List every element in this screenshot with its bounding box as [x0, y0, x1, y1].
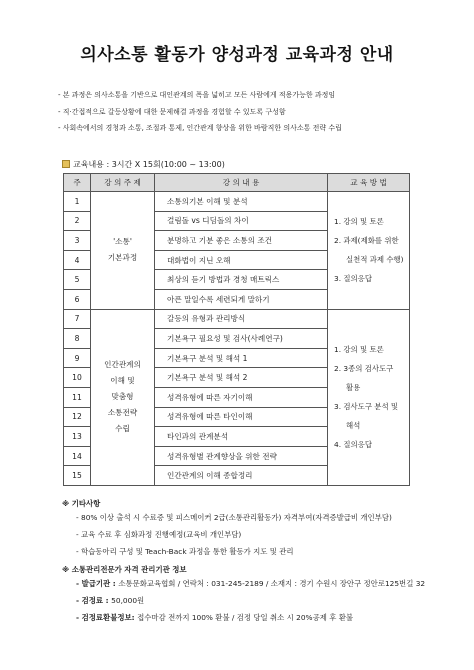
method-cell — [328, 309, 410, 485]
week-number: 12 — [64, 407, 91, 427]
content-cell: 대화법이 지닌 오해 — [155, 250, 328, 270]
table-row — [64, 309, 410, 329]
cert-info-item — [62, 575, 425, 592]
method-item: 3. 질의응답 — [334, 274, 372, 284]
week-number: 2 — [64, 211, 91, 231]
other-notes-section — [62, 498, 392, 560]
other-note-item: - 학습동아리 구성 및 Teach-Back 과정을 통한 활동가 지도 및 관리 — [76, 547, 294, 556]
method-cell — [328, 192, 410, 310]
method-item: 1. 강의 및 토론 — [334, 345, 384, 355]
method-item: 실천적 과제 수행) — [346, 255, 404, 265]
cert-info-text: 50,000원 — [111, 596, 145, 605]
content-cell: 소통의기본 이해 및 분석 — [155, 192, 328, 212]
schedule-text: 교육내용 : 3시간 X 15회(10:00 ~ 13:00) — [73, 160, 225, 169]
week-number: 4 — [64, 250, 91, 270]
content-cell: 타인과의 관계분석 — [155, 427, 328, 447]
content-cell: 아픈 말일수록 세련되게 말하기 — [155, 289, 328, 309]
header-content: 강 의 내 용 — [155, 174, 328, 192]
schedule-line — [62, 159, 225, 170]
cert-info-item — [62, 609, 425, 626]
content-cell: 성격유형별 관계향상을 위한 전략 — [155, 446, 328, 466]
subject-cell: '소통' 기본과정 — [91, 192, 155, 310]
week-number: 13 — [64, 427, 91, 447]
week-number: 15 — [64, 466, 91, 486]
content-cell: 걸림돌 vs 디딤돌의 차이 — [155, 211, 328, 231]
cert-info-text: 접수마감 전까지 100% 환불 / 검정 당일 취소 시 20%공제 후 환불 — [137, 613, 353, 622]
content-cell: 최상의 듣기 방법과 경청 매트릭스 — [155, 270, 328, 290]
week-number: 6 — [64, 289, 91, 309]
table-header-row — [64, 174, 410, 192]
other-notes-heading: ※ 기타사항 — [62, 499, 101, 508]
cert-info-item — [62, 592, 425, 609]
intro-item: - 본 과정은 의사소통을 기반으로 대인관계의 폭을 넓히고 모든 사람에게 적용가능한 과정임 — [58, 91, 336, 99]
week-number: 1 — [64, 192, 91, 212]
curriculum-table — [63, 173, 410, 486]
intro-item: - 직·간접적으로 갈등상황에 대한 문제해결 과정을 경험할 수 있도록 구성함 — [58, 107, 286, 116]
cert-info-label: - 발급기관 : — [76, 579, 119, 588]
header-method: 교 육 방 법 — [328, 174, 410, 192]
content-cell: 인간관계의 이해 종합정리 — [155, 466, 328, 486]
week-number: 5 — [64, 270, 91, 290]
method-item: 3. 검사도구 분석 및 — [334, 402, 399, 412]
week-number: 9 — [64, 348, 91, 368]
week-number: 3 — [64, 231, 91, 251]
week-number: 11 — [64, 387, 91, 407]
method-item: 2. 3종의 검사도구 — [334, 364, 394, 374]
cert-info-label: - 검정료환불정보: — [76, 613, 138, 622]
method-item: 4. 질의응답 — [334, 440, 372, 450]
week-number: 14 — [64, 446, 91, 466]
content-cell: 기본욕구 분석 및 해석 1 — [155, 348, 328, 368]
intro-item: - 사회속에서의 경청과 소통, 조절과 통제, 인간관계 향상을 위한 바람직한 의사소통 전략 수립 — [58, 124, 342, 132]
content-cell: 성격유형에 따른 자기이해 — [155, 387, 328, 407]
cert-info-label: - 검정료 : — [76, 596, 112, 605]
square-bullet-icon — [62, 160, 70, 168]
cert-info-section — [62, 564, 425, 626]
header-week: 주 — [64, 174, 91, 192]
content-cell: 기본욕구 필요성 및 검사(사례연구) — [155, 329, 328, 349]
subject-cell: 인간관계의 이해 및 맞춤형 소통전략 수립 — [91, 309, 155, 485]
header-subject: 강 의 주 제 — [91, 174, 155, 192]
other-note-item: - 교육 수료 후 심화과정 진행예정(교육비 개인부담) — [76, 530, 242, 539]
week-number: 8 — [64, 329, 91, 349]
table-row — [64, 192, 410, 212]
content-cell: 갈등의 유형과 관리방식 — [155, 309, 328, 329]
cert-info-heading: ※ 소통관리전문가 자격 관리기관 정보 — [62, 565, 187, 574]
method-item: 2. 과제(제화를 위한 — [334, 236, 399, 246]
method-item: 1. 강의 및 토론 — [334, 217, 384, 227]
content-cell: 기본욕구 분석 및 해석 2 — [155, 368, 328, 388]
content-cell: 분명하고 기분 좋은 소통의 조건 — [155, 231, 328, 251]
week-number: 7 — [64, 309, 91, 329]
method-item: 활용 — [346, 383, 361, 393]
intro-list — [58, 87, 458, 137]
method-item: 해석 — [346, 421, 361, 431]
page-title: 의사소통 활동가 양성과정 교육과정 안내 — [80, 45, 394, 65]
content-cell: 성격유형에 따른 타인이해 — [155, 407, 328, 427]
other-note-item: - 80% 이상 출석 시 수료증 및 피스메이커 2급(소통관리활동가) 자격부여(자격증발급비 개인부담) — [76, 513, 392, 522]
cert-info-text: 소통문화교육협회 / 연락처 : 031-245-2189 / 소재지 : 경기 수원시 장안구 정안로125번길 32 — [118, 579, 426, 588]
week-number: 10 — [64, 368, 91, 388]
